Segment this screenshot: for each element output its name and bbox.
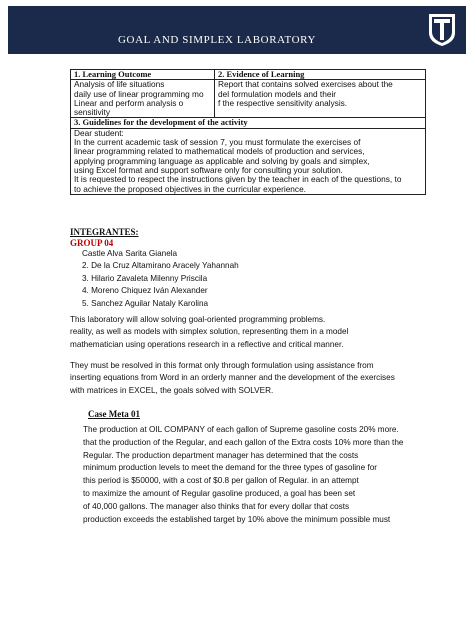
intro-line: They must be resolved in this format only through formulation using assistance from: [70, 361, 374, 370]
guidelines-cell: [71, 128, 426, 194]
case-line: The production at OIL COMPANY of each gallon of Supreme gasoline costs 20% more.: [83, 425, 399, 434]
guideline-line: using Excel format and support software only for consulting your solution.: [74, 164, 343, 175]
intro-line: with matrices in EXCEL, the goals solved with SOLVER.: [70, 385, 274, 395]
member-list: [82, 248, 239, 310]
outcome-line: sensitivity: [74, 107, 110, 118]
guideline-line: applying programming language as applicable and solving by goals and simplex,: [74, 155, 370, 166]
member-item: Castle Alva Sarita Gianela: [82, 249, 178, 258]
member-item: 4. Moreno Chiquez Iván Alexander: [82, 286, 208, 296]
intro-paragraph-1: [70, 314, 426, 351]
outcome-line: Analysis of life situations: [74, 79, 165, 90]
header-banner: [8, 6, 466, 54]
outcome-line: daily use of linear programming mo: [74, 88, 204, 99]
intro-paragraph-2: [70, 360, 426, 397]
outcome-line: Linear and perform analysis o: [74, 97, 184, 108]
guideline-line: It is requested to respect the instructions given by the teacher in each of the questions, to: [74, 174, 402, 185]
intro-line: inserting equations from Word in an orderly manner and the development of the exercises: [70, 373, 395, 383]
case-title: [88, 409, 140, 419]
evidence-cell: [215, 80, 426, 118]
case-line: to maximize the amount of Regular gasoline produced, a goal has been set: [83, 488, 356, 498]
evidence-line: f the respective sensitivity analysis.: [218, 97, 348, 108]
intro-line: reality, as well as models with simplex solution, representing them in a model: [70, 327, 349, 337]
guideline-line: Dear student:: [74, 127, 124, 138]
intro-line: This laboratory will allow solving goal-oriented programming problems.: [70, 315, 326, 324]
guideline-line: to achieve the proposed objectives in the curricular experience.: [74, 183, 306, 194]
guideline-line: linear programming related to mathematical models of production and services,: [74, 146, 365, 157]
learning-outcome-heading: 1. Learning Outcome: [71, 70, 215, 80]
case-line: that the production of the Regular, and each gallon of the Extra costs 10% more than the: [83, 437, 404, 447]
intro-line: mathematician using operations research in a reflective and critical manner.: [70, 339, 344, 349]
evidence-heading: 2. Evidence of Learning: [215, 70, 426, 80]
case-line: minimum production levels to meet the demand for the three types of gasoline for: [83, 463, 377, 473]
document-title: GOAL AND SIMPLEX LABORATORY: [117, 34, 317, 46]
group-label: GROUP 04: [70, 238, 114, 248]
evidence-line: del formulation models and their: [218, 88, 337, 99]
member-item: 5. Sanchez Aguilar Nataly Karolina: [82, 298, 209, 308]
case-line: of 40,000 gallons. The manager also thinks that for every dollar that costs: [83, 501, 350, 511]
member-item: 2. De la Cruz Altamirano Aracely Yahannah: [82, 261, 239, 271]
university-shield-logo-icon: [428, 13, 456, 47]
evidence-line: Report that contains solved exercises about the: [218, 79, 393, 90]
case-line: this period is $50000, with a cost of $0.8 per gallon of Regular. in an attempt: [83, 476, 359, 486]
case-body: [83, 424, 405, 526]
case-line: production exceeds the established target by 10% above the minimum possible must: [83, 514, 391, 524]
guidelines-heading: 3. Guidelines for the development of the activity: [71, 118, 426, 128]
member-item: 3. Hilario Zavaleta Milenny Priscila: [82, 273, 208, 283]
guideline-line: In the current academic task of session 7, you must formulate the exercises of: [74, 137, 361, 148]
learning-outcome-cell: [71, 80, 215, 118]
activity-table: [70, 69, 426, 195]
integrantes-heading: INTEGRANTES:: [70, 227, 139, 237]
case-title-text: Case Meta 01: [88, 409, 140, 419]
case-line: Regular. The production department manager has determined that the costs: [83, 450, 359, 460]
